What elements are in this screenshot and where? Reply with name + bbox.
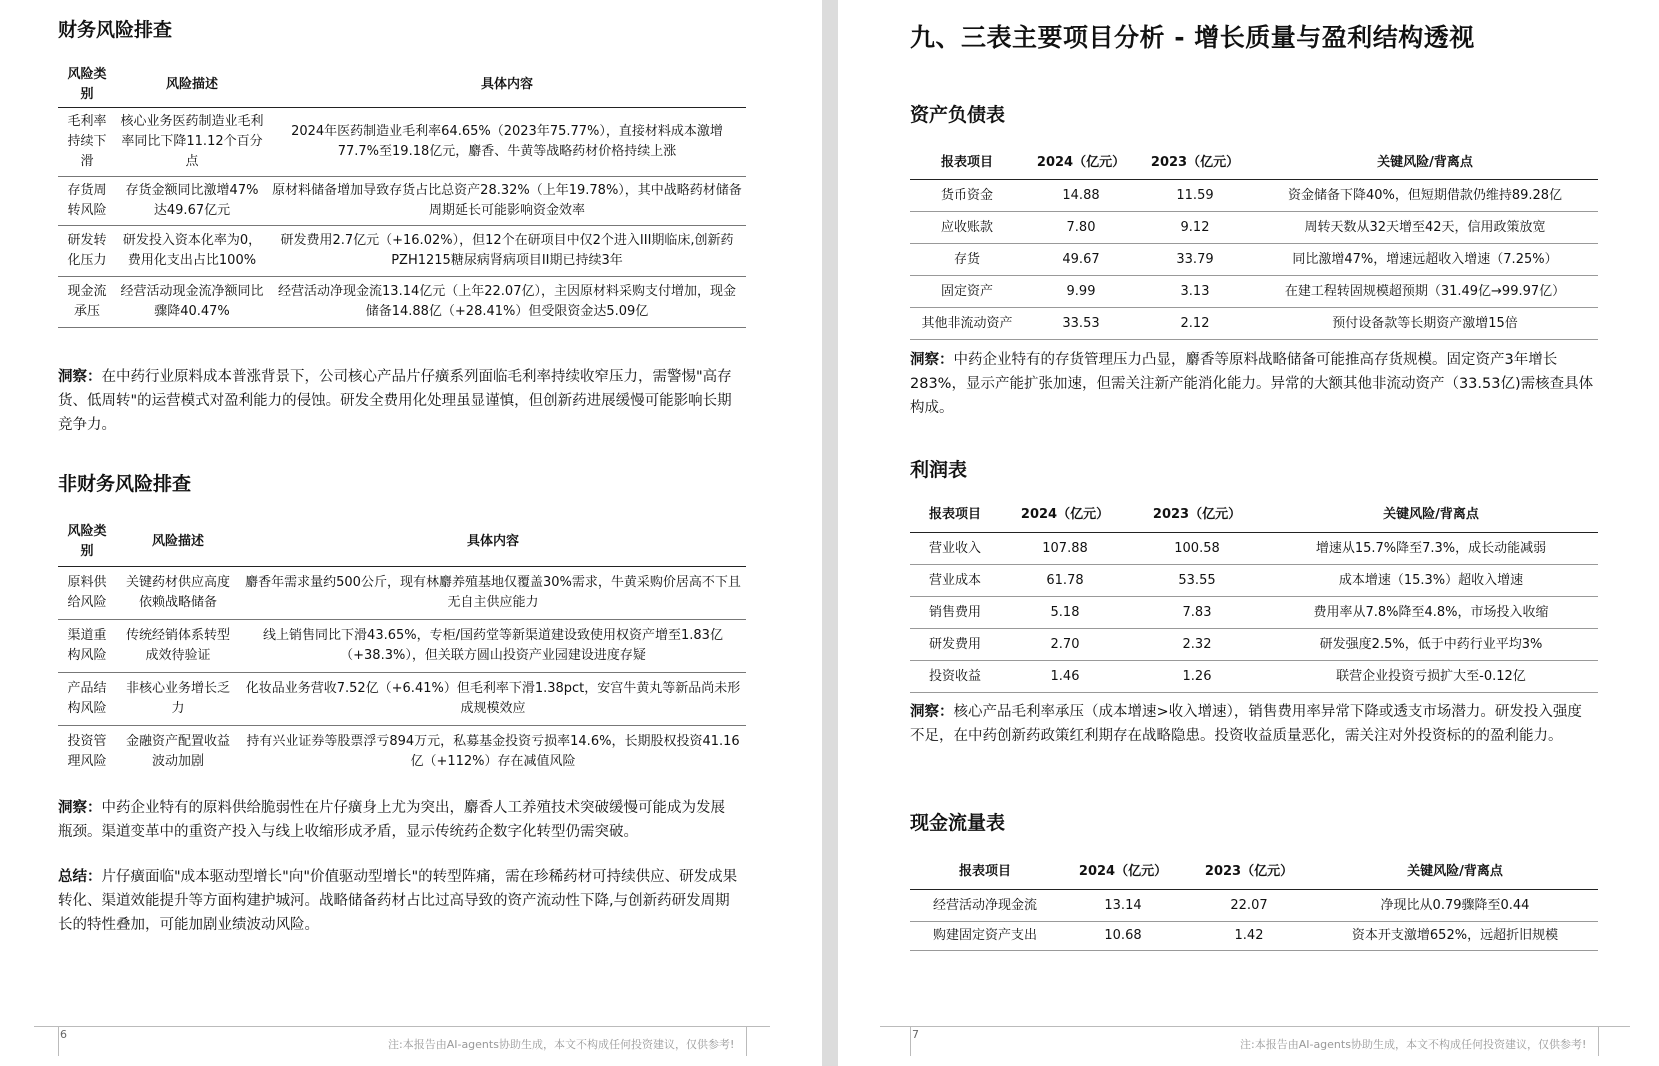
risk-description: 核心业务医药制造业毛利率同比下降11.12个百分点 bbox=[116, 108, 268, 177]
table-row bbox=[910, 308, 1598, 340]
table-row bbox=[58, 108, 746, 177]
risk-detail: 麝香年需求量约500公斤，现有林麝养殖基地仅覆盖30%需求，牛黄采购价居高不下且无自主供应能力 bbox=[240, 567, 746, 620]
insight-text: 在中药行业原料成本普涨背景下，公司核心产品片仔癀系列面临毛利率持续收窄压力，需警惕"高存货、低周转"的运营模式对盈利能力的侵蚀。研发全费用化处理虽显谨慎，但创新药进展缓慢可能影响长期竞争力。 bbox=[58, 369, 732, 433]
value-2023: 9.12 bbox=[1138, 212, 1252, 244]
header-cell: 2024（亿元） bbox=[1024, 147, 1138, 180]
section-title: 九、三表主要项目分析 - 增长质量与盈利结构透视 bbox=[910, 23, 1475, 52]
risk-point: 研发强度2.5%，低于中药行业平均3% bbox=[1264, 629, 1598, 661]
item-cell: 固定资产 bbox=[910, 276, 1024, 308]
table-header-row bbox=[910, 855, 1598, 890]
table-row bbox=[910, 180, 1598, 212]
footer-margin-line bbox=[746, 1026, 747, 1056]
value-2024: 61.78 bbox=[1000, 565, 1130, 597]
item-cell: 购建固定资产支出 bbox=[910, 922, 1060, 951]
risk-description: 关键药材供应高度依赖战略储备 bbox=[116, 567, 240, 620]
insight-text: 中药企业特有的存货管理压力凸显，麝香等原料战略储备可能推高存货规模。固定资产3年增长283%，显示产能扩张加速，但需关注新产能消化能力。异常的大额其他非流动资产（33.53亿)需核查具体构成。 bbox=[910, 352, 1594, 416]
header-cell: 风险描述 bbox=[116, 518, 240, 567]
value-2024: 13.14 bbox=[1060, 890, 1186, 922]
income-statement-title: 利润表 bbox=[910, 459, 968, 481]
header-cell: 2024（亿元） bbox=[1060, 855, 1186, 890]
risk-category: 产品结构风险 bbox=[58, 673, 116, 726]
table-header-row bbox=[58, 63, 746, 108]
value-2023: 7.83 bbox=[1130, 597, 1264, 629]
page-gap bbox=[822, 0, 838, 1066]
risk-detail: 原材料储备增加导致存货占比总资产28.32%（上年19.78%），其中战略药材储备周期延长可能影响资金效率 bbox=[268, 177, 746, 226]
table-row bbox=[58, 726, 746, 779]
financial-risk-title: 财务风险排查 bbox=[58, 19, 173, 41]
value-2023: 53.55 bbox=[1130, 565, 1264, 597]
table-row bbox=[910, 565, 1598, 597]
value-2024: 14.88 bbox=[1024, 180, 1138, 212]
risk-description: 经营活动现金流净额同比骤降40.47% bbox=[116, 277, 268, 328]
risk-point: 周转天数从32天增至42天，信用政策放宽 bbox=[1252, 212, 1598, 244]
risk-description: 研发投入资本化率为0，费用化支出占比100% bbox=[116, 226, 268, 277]
value-2024: 5.18 bbox=[1000, 597, 1130, 629]
income-statement-table bbox=[910, 498, 1598, 693]
footer-divider bbox=[880, 1026, 1630, 1027]
table-header-row bbox=[910, 147, 1598, 180]
item-cell: 存货 bbox=[910, 244, 1024, 276]
table-row bbox=[910, 597, 1598, 629]
risk-point: 同比激增47%，增速远超收入增速（7.25%） bbox=[1252, 244, 1598, 276]
balance-sheet-title: 资产负债表 bbox=[910, 104, 1006, 126]
footer-margin-line bbox=[58, 1026, 59, 1056]
risk-category: 渠道重构风险 bbox=[58, 620, 116, 673]
table-row bbox=[58, 567, 746, 620]
income-statement-insight bbox=[910, 700, 1596, 748]
header-cell: 2024（亿元） bbox=[1000, 498, 1130, 533]
value-2023: 2.12 bbox=[1138, 308, 1252, 340]
table-row bbox=[910, 629, 1598, 661]
balance-sheet-insight bbox=[910, 348, 1596, 420]
value-2023: 33.79 bbox=[1138, 244, 1252, 276]
value-2024: 2.70 bbox=[1000, 629, 1130, 661]
header-cell: 风险描述 bbox=[116, 63, 268, 108]
balance-sheet-table bbox=[910, 147, 1598, 340]
item-cell: 营业成本 bbox=[910, 565, 1000, 597]
insight-label: 洞察： bbox=[910, 704, 954, 720]
header-cell: 风险类别 bbox=[58, 518, 116, 567]
risk-point: 资金储备下降40%，但短期借款仍维持89.28亿 bbox=[1252, 180, 1598, 212]
nonfinancial-risk-title: 非财务风险排查 bbox=[58, 473, 192, 495]
insight-label: 洞察： bbox=[58, 369, 102, 385]
value-2023: 100.58 bbox=[1130, 533, 1264, 565]
table-row bbox=[910, 276, 1598, 308]
table-row bbox=[910, 533, 1598, 565]
header-cell: 报表项目 bbox=[910, 498, 1000, 533]
risk-category: 存货周转风险 bbox=[58, 177, 116, 226]
header-cell: 风险类别 bbox=[58, 63, 116, 108]
risk-point: 在建工程转固规模超预期（31.49亿→99.97亿） bbox=[1252, 276, 1598, 308]
item-cell: 应收账款 bbox=[910, 212, 1024, 244]
table-row bbox=[58, 177, 746, 226]
footer-disclaimer: 注:本报告由AI-agents协助生成，本文不构成任何投资建议，仅供参考! bbox=[1240, 1038, 1587, 1051]
value-2023: 2.32 bbox=[1130, 629, 1264, 661]
risk-point: 费用率从7.8%降至4.8%，市场投入收缩 bbox=[1264, 597, 1598, 629]
header-cell: 2023（亿元） bbox=[1138, 147, 1252, 180]
risk-description: 金融资产配置收益波动加剧 bbox=[125, 734, 230, 769]
value-2024: 10.68 bbox=[1060, 922, 1186, 951]
value-2024: 7.80 bbox=[1024, 212, 1138, 244]
footer-margin-line bbox=[1598, 1026, 1599, 1056]
table-row bbox=[58, 620, 746, 673]
table-row bbox=[58, 673, 746, 726]
risk-point: 成本增速（15.3%）超收入增速 bbox=[1264, 565, 1598, 597]
risk-description: 非核心业务增长乏力 bbox=[116, 673, 240, 726]
risk-point: 资本开支激增652%，远超折旧规模 bbox=[1312, 922, 1598, 951]
risk-detail: 经营活动净现金流13.14亿元（上年22.07亿），主因原材料采购支付增加，现金储备14.88亿（+28.41%）但受限资金达5.09亿 bbox=[268, 277, 746, 328]
footer-disclaimer: 注:本报告由AI-agents协助生成，本文不构成任何投资建议，仅供参考! bbox=[388, 1038, 735, 1051]
risk-detail: 2024年医药制造业毛利率64.65%（2023年75.77%），直接材料成本激增77.7%至19.18亿元，麝香、牛黄等战略药材价格持续上涨 bbox=[268, 108, 746, 177]
table-row bbox=[910, 922, 1598, 951]
value-2024: 1.46 bbox=[1000, 661, 1130, 693]
financial-insight bbox=[58, 365, 738, 437]
page-number: 7 bbox=[912, 1028, 919, 1041]
value-2023: 22.07 bbox=[1186, 890, 1312, 922]
table-row bbox=[910, 212, 1598, 244]
value-2023: 1.42 bbox=[1186, 922, 1312, 951]
table-row bbox=[58, 277, 746, 328]
header-cell: 关键风险/背离点 bbox=[1264, 498, 1598, 533]
item-cell: 营业收入 bbox=[910, 533, 1000, 565]
cash-flow-table bbox=[910, 855, 1598, 951]
risk-category: 研发转化压力 bbox=[58, 226, 116, 277]
summary-text: 片仔癀面临"成本驱动型增长"向"价值驱动型增长"的转型阵痛，需在珍稀药材可持续供应、研发成果转化、渠道效能提升等方面构建护城河。战略储备药材占比过高导致的资产流动性下降,与创新药研发周期长的特性叠加，可能加剧业绩波动风险。 bbox=[58, 869, 738, 933]
table-row bbox=[910, 661, 1598, 693]
item-cell: 研发费用 bbox=[910, 629, 1000, 661]
summary-label: 总结： bbox=[58, 869, 102, 885]
value-2023: 11.59 bbox=[1138, 180, 1252, 212]
item-cell: 投资收益 bbox=[910, 661, 1000, 693]
item-cell: 其他非流动资产 bbox=[910, 308, 1024, 340]
header-cell: 具体内容 bbox=[268, 63, 746, 108]
header-cell: 2023（亿元） bbox=[1186, 855, 1312, 890]
header-cell: 关键风险/背离点 bbox=[1312, 855, 1598, 890]
risk-category: 毛利率持续下滑 bbox=[58, 108, 116, 177]
table-row bbox=[58, 226, 746, 277]
nonfinancial-insight bbox=[58, 796, 738, 844]
table-header-row bbox=[58, 518, 746, 567]
table-row bbox=[910, 890, 1598, 922]
nonfinancial-risk-table bbox=[58, 518, 746, 778]
value-2024: 107.88 bbox=[1000, 533, 1130, 565]
table-header-row bbox=[910, 498, 1598, 533]
risk-point: 联营企业投资亏损扩大至-0.12亿 bbox=[1264, 661, 1598, 693]
risk-detail: 持有兴业证券等股票浮亏894万元，私募基金投资亏损率14.6%，长期股权投资41.16亿（+112%）存在减值风险 bbox=[246, 734, 740, 769]
risk-detail: 线上销售同比下滑43.65%，专柜/国药堂等新渠道建设致使用权资产增至1.83亿（+38.3%），但关联方圆山投资产业园建设进度存疑 bbox=[240, 620, 746, 673]
page-6 bbox=[0, 0, 822, 1066]
risk-description: 传统经销体系转型成效待验证 bbox=[116, 620, 240, 673]
header-cell: 关键风险/背离点 bbox=[1252, 147, 1598, 180]
risk-category: 投资管理风险 bbox=[67, 734, 107, 769]
risk-category: 现金流承压 bbox=[58, 277, 116, 328]
header-cell: 具体内容 bbox=[240, 518, 746, 567]
financial-risk-table bbox=[58, 63, 746, 328]
insight-text: 中药企业特有的原料供给脆弱性在片仔癀身上尤为突出，麝香人工养殖技术突破缓慢可能成为发展瓶颈。渠道变革中的重资产投入与线上收缩形成矛盾，显示传统药企数字化转型仍需突破。 bbox=[58, 800, 725, 840]
value-2023: 1.26 bbox=[1130, 661, 1264, 693]
footer-margin-line bbox=[910, 1026, 911, 1056]
summary bbox=[58, 865, 738, 937]
value-2024: 49.67 bbox=[1024, 244, 1138, 276]
insight-label: 洞察： bbox=[58, 800, 102, 816]
header-cell: 报表项目 bbox=[910, 147, 1024, 180]
risk-point: 预付设备款等长期资产激增15倍 bbox=[1252, 308, 1598, 340]
value-2024: 9.99 bbox=[1024, 276, 1138, 308]
header-cell: 2023（亿元） bbox=[1130, 498, 1264, 533]
insight-label: 洞察： bbox=[910, 352, 954, 368]
item-cell: 销售费用 bbox=[910, 597, 1000, 629]
risk-detail: 化妆品业务营收7.52亿（+6.41%）但毛利率下滑1.38pct，安宫牛黄丸等新品尚未形成规模效应 bbox=[240, 673, 746, 726]
value-2024: 33.53 bbox=[1024, 308, 1138, 340]
risk-category: 原料供给风险 bbox=[58, 567, 116, 620]
risk-point: 增速从15.7%降至7.3%，成长动能减弱 bbox=[1264, 533, 1598, 565]
risk-detail: 研发费用2.7亿元（+16.02%），但12个在研项目中仅2个进入III期临床,创新药PZH1215糖尿病肾病项目II期已持续3年 bbox=[268, 226, 746, 277]
risk-description: 存货金额同比激增47%达49.67亿元 bbox=[116, 177, 268, 226]
header-cell: 报表项目 bbox=[910, 855, 1060, 890]
value-2023: 3.13 bbox=[1138, 276, 1252, 308]
item-cell: 经营活动净现金流 bbox=[910, 890, 1060, 922]
cash-flow-title: 现金流量表 bbox=[910, 812, 1006, 834]
page-7 bbox=[838, 0, 1659, 1066]
item-cell: 货币资金 bbox=[910, 180, 1024, 212]
risk-point: 净现比从0.79骤降至0.44 bbox=[1312, 890, 1598, 922]
page-number: 6 bbox=[60, 1028, 67, 1041]
table-row bbox=[910, 244, 1598, 276]
footer-divider bbox=[34, 1026, 770, 1027]
insight-text: 核心产品毛利率承压（成本增速>收入增速），销售费用率异常下降或透支市场潜力。研发投入强度不足，在中药创新药政策红利期存在战略隐患。投资收益质量恶化，需关注对外投资标的的盈利能力。 bbox=[910, 704, 1582, 744]
